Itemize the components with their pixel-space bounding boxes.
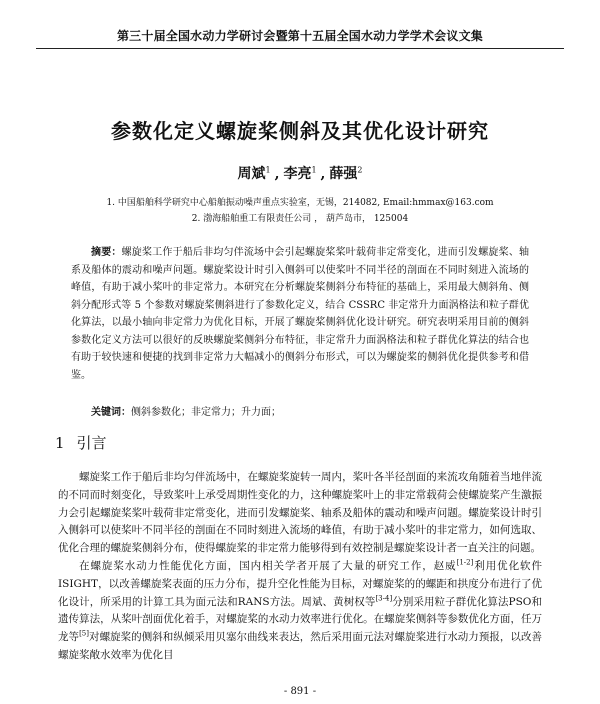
affiliation-line: 1. 中国船舶科学研究中心船舶振动噪声重点实验室，无锡，214082, Email:hmmax@163.com [106, 198, 494, 208]
author-affil-mark: 1 [311, 165, 317, 175]
keywords [91, 403, 531, 418]
paragraph [58, 558, 542, 665]
section-heading [55, 432, 107, 453]
paragraph-text: 对螺旋桨的侧斜和纵倾采用贝塞尔曲线来表达，然后采用面元法对螺旋桨进行水动力预报，以改善螺旋桨敞水效率为优化目 [58, 631, 543, 661]
body-text [58, 469, 542, 665]
author-affil-mark: 2 [357, 165, 363, 175]
author-affil-mark: 1 [265, 165, 271, 175]
author-separator: , [274, 166, 280, 182]
author-name: 周斌 [237, 166, 266, 182]
paragraph-text: 利用优化软件ISIGHT，以改善螺旋桨表面的压力分布，提升空化性能为目标，对螺旋桨的的螺距和拱度分布进行了优化设计，所采用的计算工具为面元法和RANS方法。周斌、黄树权等 [58, 559, 542, 608]
citation-ref: [5] [79, 629, 89, 638]
paper-title: 参数化定义螺旋桨侧斜及其优化设计研究 [111, 119, 489, 143]
abstract [71, 244, 529, 384]
paragraph-text: 在螺旋桨水动力性能优化方面，国内相关学者开展了大量的研究工作，赵威 [79, 559, 457, 572]
abstract-label: 摘要： [91, 247, 122, 258]
author-name: 薛强 [329, 166, 358, 182]
running-head: 第三十届全国水动力学研讨会暨第十五届全国水动力学学术会议文集 [116, 29, 483, 43]
paragraph: 螺旋桨工作于船后非均匀伴流场中，在螺旋桨旋转一周内，桨叶各半径剖面的来流攻角随着当地伴流的不同而时刻变化，导致桨叶上承受周期性变化的力，这种螺旋桨叶上的非定常载荷会使螺旋桨产生激振力会引起螺旋桨桨叶载荷非定常变化，进而引发螺旋桨、轴系及船体的震动和噪声问题。螺旋桨设计时引入侧斜可以使桨叶不同半径的剖面在不同时刻进入流场的峰值，有助于减小桨叶的非定常力，如何选取、优化合理的螺旋桨侧斜分布，使得螺旋桨的非定常力能够得到有效控制是螺旋桨设计者一直关注的问题。 [58, 471, 542, 555]
header-rule [36, 48, 564, 49]
section-title: 引言 [76, 434, 107, 452]
keywords-label: 关键词： [91, 407, 131, 418]
citation-ref: [1-2] [456, 558, 474, 567]
affiliation-line: 2. 渤海船舶重工有限责任公司 ， 葫芦岛市， 125004 [191, 214, 409, 224]
section-number: 1 [55, 434, 65, 452]
author-list [30, 163, 570, 183]
abstract-text: 螺旋桨工作于船后非均匀伴流场中会引起螺旋桨桨叶载荷非定常变化，进而引发螺旋桨、轴系及船体的震动和噪声问题。螺旋桨设计时引入侧斜可以使桨叶不同半径的剖面在不同时刻进入流场的峰值，有助于减小桨叶的非定常力。本研究在分析螺旋桨侧斜分布特征的基础上，采用最大侧斜角、侧斜分配形式等 5 个参数对螺旋桨侧斜进行了参数化定义，结合 CSSRC 非定常升力面涡格法和粒子群优化算法，以最小轴向非定常力为优化目标，开展了螺旋桨侧斜优化设计研究。研究表明采用目前的侧斜参数化定义方法可以很好的反映螺旋桨侧斜分布特征，非定常升力面涡格法和粒子群优化算法的结合也有助于较快速和便捷的找到非定常力大幅减小的侧斜分布形式，可以为螺旋桨的侧斜优化提供参考和借鉴。 [71, 247, 530, 381]
page-number: - 891 - [283, 686, 317, 697]
citation-ref: [3-4] [375, 594, 393, 603]
keywords-text: 侧斜参数化；非定常力；升力面； [131, 407, 281, 418]
author-name: 李亮 [283, 166, 312, 182]
author-separator: , [320, 166, 326, 182]
paragraph-text: 分别采用粒子群优化算法PSO和遗传算法，从桨叶剖面优化着手，对螺旋桨的水动力效率进行优化。在螺旋桨侧斜等参数优化方面，任万龙等 [58, 595, 542, 644]
